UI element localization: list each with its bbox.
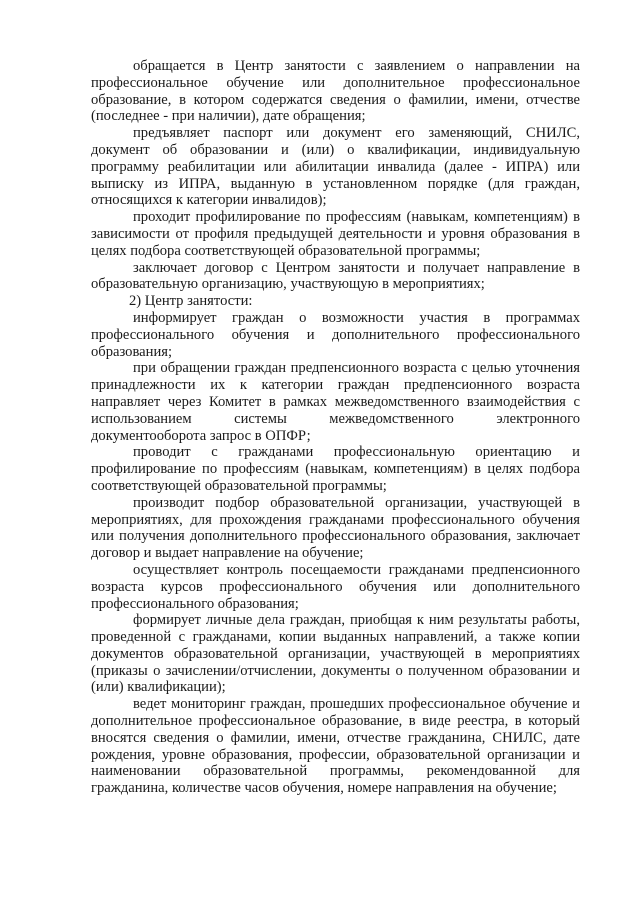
paragraph-profiling: проходит профилирование по профессиям (навыкам, компетенциям) в зависимости от профиля предыдущей деятельности и уровня образования в целях подбора соответствующей образовательной программы; — [91, 209, 580, 259]
paragraph-pre-retirement-request: при обращении граждан предпенсионного возраста с целью уточнения принадлежности их к категории граждан предпенсионного возраста направляет через Комитет в рамках межведомственного взаимодействия с использованием системы межведомственного электронного документооборота запрос в ОПФР; — [91, 360, 580, 444]
paragraph-selects-organization: производит подбор образовательной организации, участвующей в мероприятиях, для прохождения гражданами профессионального обучения или получения дополнительного профессионального образования, заключает договор и выдает направление на обучение; — [91, 494, 580, 562]
document-body — [91, 58, 580, 797]
paragraph-presents-passport: предъявляет паспорт или документ его заменяющий, СНИЛС, документ об образовании и (или) о квалификации, индивидуальную программу реабилитации или абилитации инвалида (далее - ИПРА) или выписку из ИПРА, выданную в установленном порядке (для граждан, относящихся к категории инвалидов); — [91, 125, 580, 209]
paragraph-applies-to-center: обращается в Центр занятости с заявлением о направлении на профессиональное обучение или дополнительное профессиональное образование, в котором содержатся сведения о фамилии, имени, отчестве (последнее - при наличии), дате обращения; — [91, 58, 580, 125]
paragraph-personal-files: формирует личные дела граждан, приобщая к ним результаты работы, проведенной с гражданами, копии выданных направлений, а также копии документов образовательной организации, участвующей в мероприятиях (приказы о зачислении/отчислении, документы о полученном образовании и (или) квалификации); — [91, 612, 580, 696]
paragraph-monitoring-registry: ведет мониторинг граждан, прошедших профессиональное обучение и дополнительное профессиональное образование, в виде реестра, в который вносятся сведения о фамилии, имени, отчестве гражданина, СНИЛС, дате рождения, уровне образования, профессии, образовательной организации и наименовании образовательной программы, рекомендованной для гражданина, количестве часов обучения, номере направления на обучение; — [91, 696, 580, 797]
paragraph-informs-citizens: информирует граждан о возможности участия в программах профессионального обучения и дополнительного профессионального образования; — [91, 309, 580, 360]
paragraph-attendance-control: осуществляет контроль посещаемости гражданами предпенсионного возраста курсов профессионального обучения или дополнительного профессионального образования; — [91, 561, 580, 612]
paragraph-career-orientation: проводит с гражданами профессиональную ориентацию и профилирование по профессиям (навыкам, компетенциям) в целях подбора соответствующей образовательной программы; — [91, 444, 580, 494]
section-heading-employment-center: 2) Центр занятости: — [129, 293, 253, 310]
paragraph-concludes-contract: заключает договор с Центром занятости и получает направление в образовательную организацию, участвующую в мероприятиях; — [91, 259, 580, 293]
